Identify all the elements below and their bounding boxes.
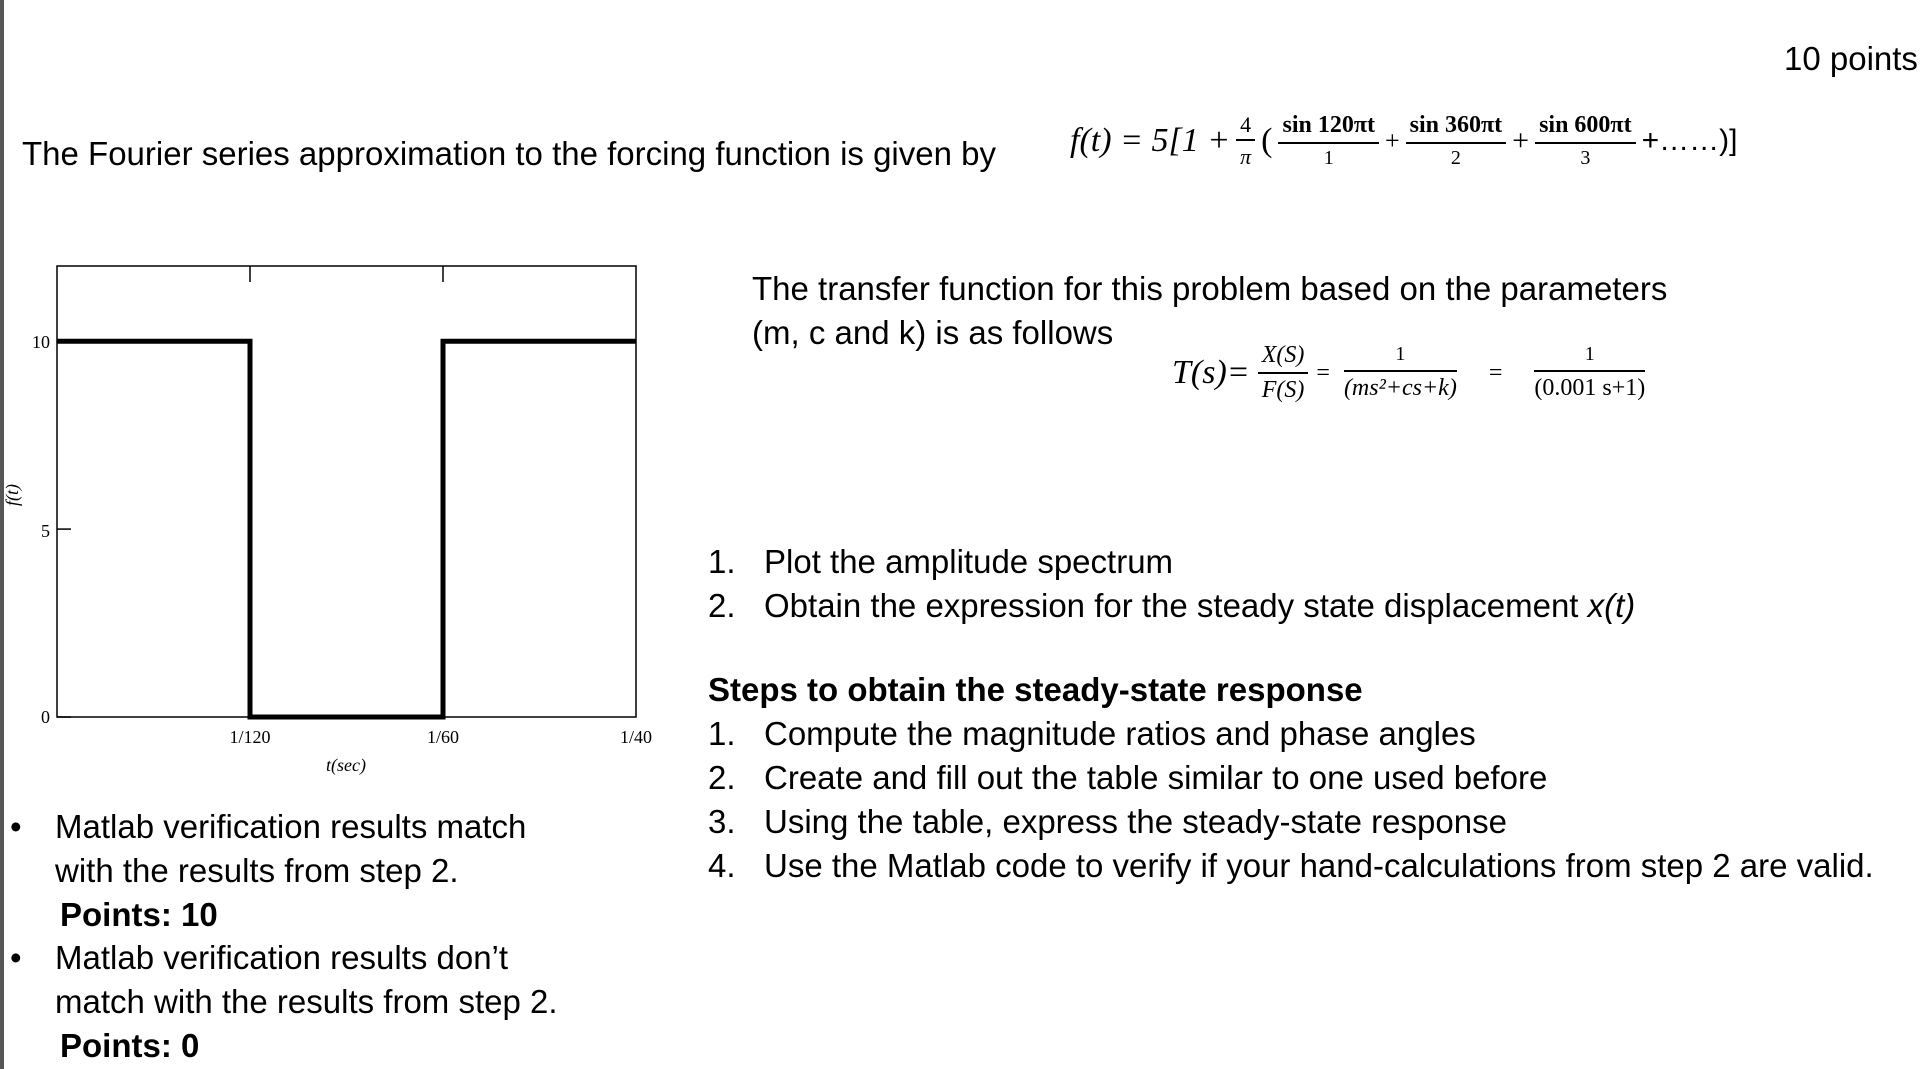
term-3-numerator: sin 600πt <box>1535 112 1636 144</box>
y-axis-label: f(t) <box>2 484 22 506</box>
fraction-3-denominator: (0.001 s+1) <box>1534 375 1646 402</box>
formula-tail: +……)] <box>1641 123 1738 157</box>
forcing-function-line <box>57 341 636 717</box>
term-2-denominator: 2 <box>1450 146 1461 169</box>
step-1-number: 1. <box>708 715 736 752</box>
y-tick-10: 10 <box>32 332 50 352</box>
formula-term-1 <box>1278 112 1379 170</box>
step-3-text: Using the table, express the steady-state response <box>764 803 1507 840</box>
x-tick-1-40: 1/40 <box>619 727 653 747</box>
plot-frame <box>57 266 636 717</box>
grading-1-line-1: Matlab verification results match <box>55 808 527 845</box>
coef-numerator: 4 <box>1236 112 1255 141</box>
transfer-equals-1: = <box>1316 359 1330 386</box>
term-1-denominator: 1 <box>1323 146 1334 169</box>
steps-title: Steps to obtain the steady-state response <box>708 671 1363 708</box>
transfer-line-1: The transfer function for this problem based on the parameters <box>752 270 1668 307</box>
transfer-fraction-1 <box>1258 342 1309 404</box>
formula-lhs: f(t) = 5[1 + <box>1070 121 1231 159</box>
fraction-3-numerator: 1 <box>1534 343 1645 372</box>
step-3-number: 3. <box>708 803 736 840</box>
grading-1-line-2: with the results from step 2. <box>55 852 459 889</box>
grading-2-line-1: Matlab verification results don’t <box>55 939 509 976</box>
step-4-text: Use the Matlab code to verify if your hand-calculations from step 2 are valid. <box>764 847 1874 884</box>
formula-plus-1: + <box>1384 125 1400 155</box>
step-1-text: Compute the magnitude ratios and phase angles <box>764 715 1476 752</box>
x-axis-label: t(sec) <box>326 755 366 775</box>
task-2-text-main: Obtain the expression for the steady state displacement <box>764 587 1588 624</box>
transfer-formula <box>1172 342 1645 404</box>
transfer-lhs: T(s)= <box>1172 354 1250 392</box>
fraction-1-numerator: X(S) <box>1258 342 1309 374</box>
task-2-number: 2. <box>708 587 736 624</box>
term-2-numerator: sin 360πt <box>1406 112 1507 144</box>
transfer-line-2: (m, c and k) is as follows <box>752 314 1114 351</box>
task-1-number: 1. <box>708 543 736 580</box>
formula-term-3 <box>1535 112 1636 170</box>
bullet-dot-2: • <box>10 939 22 976</box>
task-2-text <box>764 587 1635 625</box>
intro-text: The Fourier series approximation to the forcing function is given by <box>22 135 996 172</box>
formula-open-paren: ( <box>1261 121 1273 159</box>
fraction-2-numerator: 1 <box>1344 343 1457 372</box>
step-2-number: 2. <box>708 759 736 796</box>
x-tick-1-60: 1/60 <box>426 727 460 747</box>
transfer-fraction-2 <box>1344 343 1457 403</box>
step-2-text: Create and fill out the table similar to one used before <box>764 759 1548 796</box>
fourier-formula <box>1070 112 1737 170</box>
term-1-numerator: sin 120πt <box>1278 112 1379 144</box>
y-tick-5: 5 <box>41 521 50 541</box>
bullet-dot-1: • <box>10 808 22 845</box>
transfer-fraction-3 <box>1534 343 1645 403</box>
y-tick-0: 0 <box>41 707 50 727</box>
grading-2-points: Points: 0 <box>60 1027 200 1064</box>
transfer-equals-2: = <box>1488 359 1503 386</box>
x-tick-1-120: 1/120 <box>229 727 271 747</box>
term-3-denominator: 3 <box>1580 146 1591 169</box>
forcing-function-chart <box>0 255 680 775</box>
fraction-2-denominator: (ms²+cs+k) <box>1343 375 1457 402</box>
grading-2-line-2: match with the results from step 2. <box>55 983 558 1020</box>
coef-denominator: π <box>1240 144 1252 170</box>
fraction-1-denominator: F(S) <box>1261 376 1305 403</box>
points-label: 10 points <box>1784 40 1918 77</box>
formula-plus-2: + <box>1512 123 1530 157</box>
formula-coef <box>1236 112 1255 170</box>
task-2-text-italic: x(t) <box>1587 587 1636 624</box>
step-4-number: 4. <box>708 847 736 884</box>
formula-term-2 <box>1406 112 1507 170</box>
task-1-text: Plot the amplitude spectrum <box>764 543 1174 580</box>
grading-1-points: Points: 10 <box>60 896 218 933</box>
